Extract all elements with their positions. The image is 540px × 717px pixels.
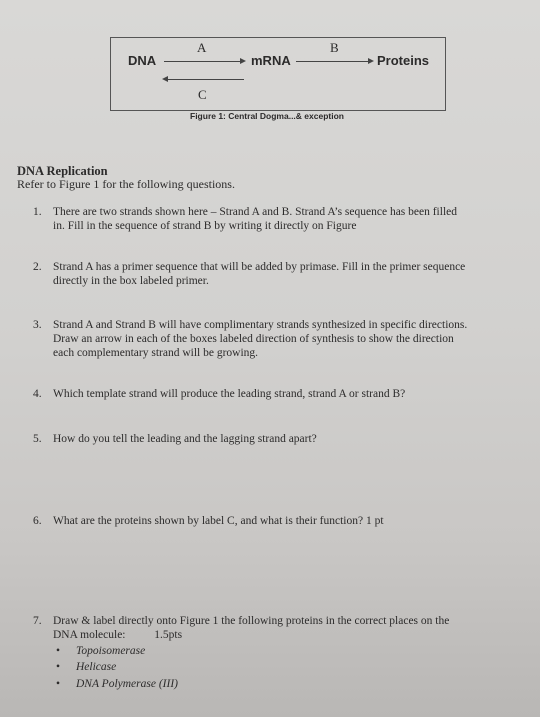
question-7 xyxy=(33,614,449,642)
question-2 xyxy=(33,260,465,288)
figure-caption: Figure 1: Central Dogma...& exception xyxy=(190,111,344,121)
question-number: 7. xyxy=(33,615,42,627)
question-line: DNA molecule: 1.5pts xyxy=(53,629,183,641)
arrow-mrna-to-dna xyxy=(164,79,244,80)
bullet-dot: • xyxy=(56,645,61,657)
question-line: There are two strands shown here – Strand A and B. Strand A’s sequence has been filled xyxy=(53,206,457,218)
figure-box xyxy=(110,37,446,111)
question-4 xyxy=(33,387,405,401)
label-a: A xyxy=(197,40,207,55)
question-6 xyxy=(33,514,384,528)
question-number: 2. xyxy=(33,261,42,273)
bullet-text: Helicase xyxy=(76,661,117,673)
question-line: What are the proteins shown by label C, and what is their function? 1 pt xyxy=(53,515,384,527)
bullet-text: DNA Polymerase (III) xyxy=(76,678,178,690)
question-5 xyxy=(33,432,317,446)
question-line: each complementary strand will be growing. xyxy=(53,347,259,359)
question-line: Draw an arrow in each of the boxes labeled direction of synthesis to show the direction xyxy=(53,333,454,345)
label-b: B xyxy=(330,40,339,55)
node-mrna: mRNA xyxy=(251,53,291,68)
arrow-mrna-to-proteins xyxy=(296,61,372,62)
node-dna: DNA xyxy=(128,53,157,68)
bullet-dot: • xyxy=(56,678,61,690)
bullet-item xyxy=(56,678,178,690)
arrow-dna-to-mrna xyxy=(164,61,244,62)
question-number: 5. xyxy=(33,433,42,445)
question-line: Draw & label directly onto Figure 1 the following proteins in the correct places on the xyxy=(53,615,450,627)
question-line: Strand A and Strand B will have complimentary strands synthesized in specific directions. xyxy=(53,319,468,331)
node-proteins: Proteins xyxy=(377,53,430,68)
bullet-dot: • xyxy=(56,661,61,673)
section-title: DNA Replication xyxy=(17,164,108,178)
question-number: 3. xyxy=(33,319,42,331)
section-intro: Refer to Figure 1 for the following questions. xyxy=(17,177,235,191)
question-line: directly in the box labeled primer. xyxy=(53,275,209,287)
question-line: in. Fill in the sequence of strand B by writing it directly on Figure xyxy=(53,220,357,232)
question-line: How do you tell the leading and the lagging strand apart? xyxy=(53,433,317,445)
question-1 xyxy=(33,205,457,233)
question-number: 6. xyxy=(33,515,42,527)
bullet-item xyxy=(56,645,145,657)
question-number: 1. xyxy=(33,206,42,218)
question-line: Which template strand will produce the leading strand, strand A or strand B? xyxy=(53,388,406,400)
label-c: C xyxy=(198,87,207,102)
bullet-item xyxy=(56,661,116,673)
question-line: Strand A has a primer sequence that will be added by primase. Fill in the primer sequence xyxy=(53,261,466,273)
bullet-text: Topoisomerase xyxy=(76,645,146,657)
question-number: 4. xyxy=(33,388,42,400)
question-3 xyxy=(33,318,467,360)
